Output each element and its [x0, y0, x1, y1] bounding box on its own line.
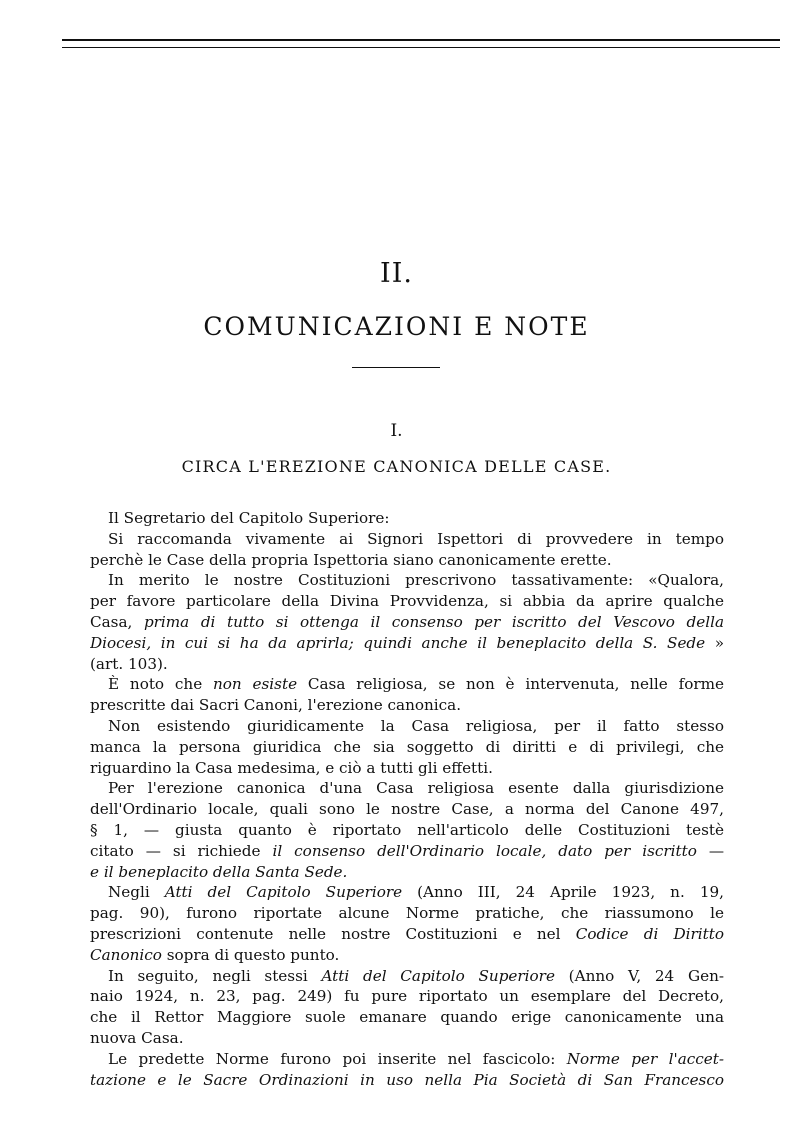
text-run: Casa religiosa, se non è intervenuta, nelle forme [297, 675, 724, 694]
text-run-italic: Atti del Capitolo Superiore [321, 966, 555, 985]
text-line: dell'Ordinario locale, quali sono le nostre Case, a norma del Canone 497, [90, 800, 724, 819]
text-run-italic: Diocesi, in cui si ha da aprirla; quindi anche il beneplacito della S. Sede [90, 633, 706, 652]
text-line [90, 841, 724, 862]
text-line: riguardino la Casa medesima, e ciò a tutti gli effetti. [90, 758, 493, 777]
text-run-italic: prima di tutto si ottenga il consenso per iscritto del Vescovo della [143, 612, 724, 631]
text-run: Casa, [90, 612, 144, 631]
text-line [90, 966, 724, 987]
text-line: e il beneplacito della Santa Sede. [90, 862, 348, 881]
section-number: II. [380, 258, 413, 289]
text-line: Non esistendo giuridicamente la Casa religiosa, per il fatto stesso [108, 716, 724, 735]
text-line [90, 924, 724, 945]
text-run-italic: Atti del Capitolo Superiore [164, 883, 403, 902]
text-line: (art. 103). [90, 654, 168, 673]
text-run-italic: il consenso dell'Ordinario locale, dato per iscritto [272, 841, 697, 860]
text-line: naio 1924, n. 23, pag. 249) fu pure riportato un esemplare del Decreto, [90, 987, 724, 1006]
text-line [90, 945, 724, 966]
text-line: Per l'erezione canonica d'una Casa religiosa esente dalla giurisdizione [108, 779, 724, 798]
text-run: » [705, 633, 724, 652]
text-run: (Anno V, 24 Gen- [554, 966, 724, 985]
text-line: nuova Casa. [90, 1028, 184, 1047]
text-run: In seguito, negli stessi [108, 966, 322, 985]
text-run: (Anno III, 24 Aprile 1923, n. 19, [402, 883, 724, 902]
text-run: Le predette Norme furono poi inserite nel fascicolo: [108, 1049, 567, 1068]
text-run: Negli [108, 883, 165, 902]
text-line: prescritte dai Sacri Canoni, l'erezione canonica. [90, 696, 462, 715]
text-line: per favore particolare della Divina Provvidenza, si abbia da aprire qualche [90, 592, 724, 611]
title-divider [352, 367, 440, 368]
text-line: che il Rettor Maggiore suole emanare quando erige canonicamente una [90, 1008, 724, 1027]
text-run-italic: non esiste [213, 675, 298, 694]
article-number: I. [390, 421, 403, 441]
article-title: CIRCA L'EREZIONE CANONICA DELLE CASE. [181, 457, 612, 476]
text-line [90, 1049, 724, 1070]
top-rule-thin [62, 47, 780, 48]
text-run-italic: Norme per l'accet- [566, 1049, 724, 1068]
text-run-italic: Canonico [90, 945, 162, 964]
text-run: citato — si richiede [90, 841, 273, 860]
text-run: — [696, 841, 724, 860]
article-body [90, 508, 724, 1090]
section-title: COMUNICAZIONI E NOTE [203, 312, 590, 341]
text-line: In merito le nostre Costituzioni prescrivono tassativamente: «Qualora, [108, 571, 724, 590]
text-run: È noto che [108, 675, 213, 694]
text-line: Si raccomanda vivamente ai Signori Ispettori di provvedere in tempo [108, 529, 724, 548]
text-line [90, 612, 724, 633]
text-run: prescrizioni contenute nelle nostre Costituzioni e nel [90, 924, 576, 943]
text-line: pag. 90), furono riportate alcune Norme pratiche, che riassumono le [90, 904, 724, 923]
text-line: § 1, — giusta quanto è riportato nell'articolo delle Costituzioni testè [90, 820, 724, 839]
text-run: sopra di questo punto. [161, 945, 340, 964]
text-line: perchè le Case della propria Ispettoria siano canonicamente erette. [90, 550, 612, 569]
text-line: manca la persona giuridica che sia soggetto di diritti e di privilegi, che [90, 737, 724, 756]
text-run-italic: Codice di Diritto [575, 924, 724, 943]
text-line [90, 674, 724, 695]
top-rule-thick [62, 39, 780, 41]
text-line [90, 882, 724, 903]
text-line [90, 633, 724, 654]
text-line: tazione e le Sacre Ordinazioni in uso nella Pia Società di San Francesco [90, 1070, 724, 1089]
text-line: Il Segretario del Capitolo Superiore: [108, 509, 390, 527]
